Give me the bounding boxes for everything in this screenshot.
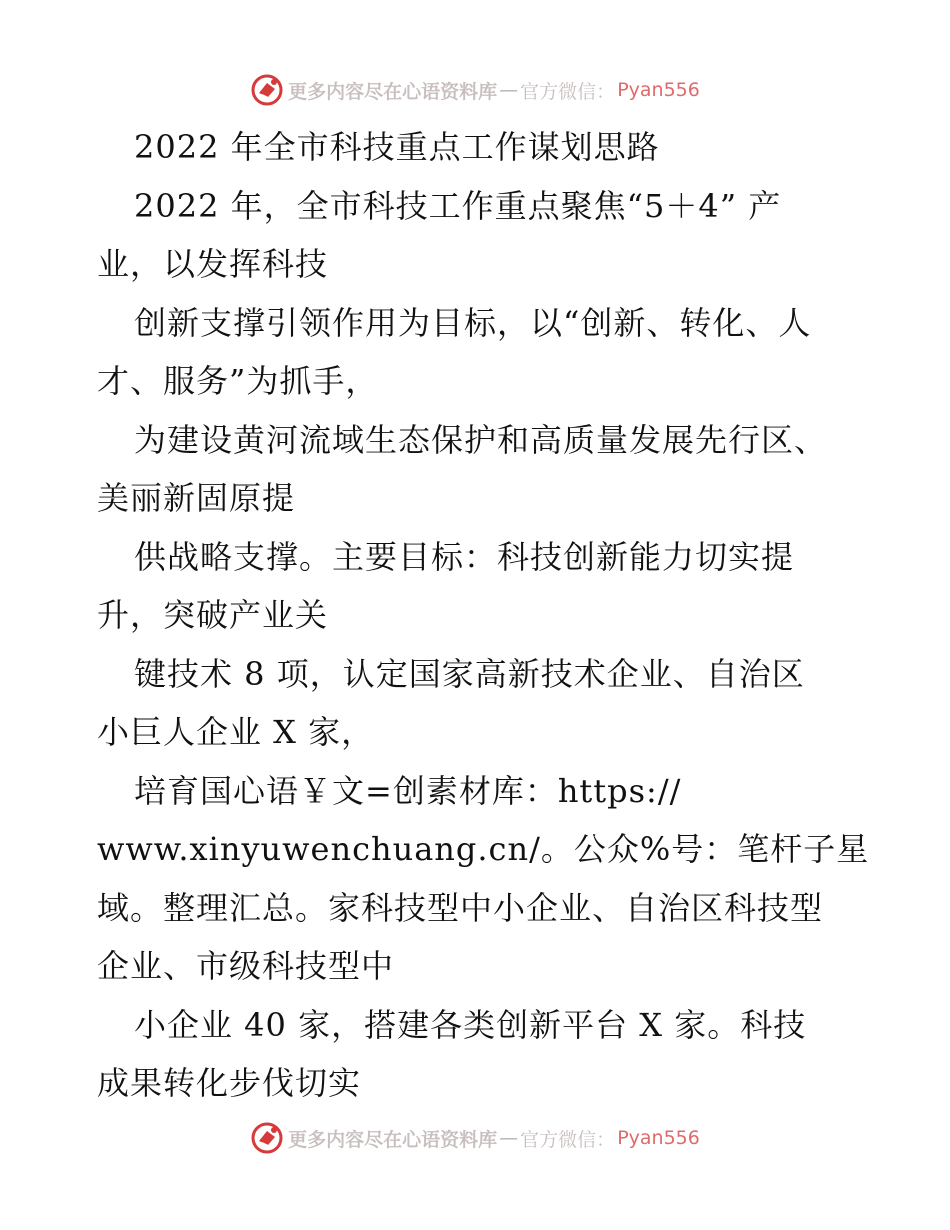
- text-line: 美丽新固原提: [97, 479, 296, 517]
- red-book-circle-logo-icon: [250, 73, 284, 107]
- text-line: 升，突破产业关: [97, 596, 329, 634]
- text-line: 小企业 40 家，搭建各类创新平台 X 家。科技: [134, 1005, 807, 1044]
- banner-main-text: 更多内容尽在心语资料库: [288, 80, 498, 103]
- text-line: 域。整理汇总。家科技型中小企业、自治区科技型: [97, 888, 824, 927]
- text-line: 供战略支撑。主要目标：科技创新能力切实提: [134, 537, 795, 576]
- document-body: [97, 118, 870, 1113]
- text-line: 业，以发挥科技: [97, 245, 329, 283]
- banner-wechat-id: Pyan556: [617, 1127, 700, 1149]
- red-book-circle-logo-icon: [250, 1121, 284, 1155]
- text-line: 培育国心语￥文=创素材库：https://: [134, 771, 682, 810]
- text-line: www.xinyuwenchuang.cn/。公众%号：笔杆子星: [97, 830, 870, 868]
- banner-main-text: 更多内容尽在心语资料库: [288, 1128, 498, 1151]
- footer-banner: [0, 1118, 950, 1158]
- header-banner: [0, 70, 950, 110]
- text-line: 为建设黄河流域生态保护和高质量发展先行区、: [134, 420, 828, 459]
- banner-wechat-id: Pyan556: [617, 79, 700, 101]
- text-line: 创新支撑引领作用为目标，以“创新、转化、人: [134, 303, 812, 342]
- text-line: 小巨人企业 X 家，: [97, 713, 375, 751]
- banner-separator: —: [499, 79, 519, 101]
- text-line: 2022 年全市科技重点工作谋划思路: [134, 128, 660, 166]
- text-line: 企业、市级科技型中: [97, 947, 395, 985]
- text-line: 2022 年，全市科技工作重点聚焦“5＋4” 产: [134, 186, 782, 225]
- text-line: 才、服务”为抓手，: [97, 362, 379, 400]
- banner-wechat-label: 官方微信：: [520, 1128, 616, 1151]
- banner-wechat-label: 官方微信：: [520, 80, 616, 103]
- text-line: 键技术 8 项，认定国家高新技术企业、自治区: [134, 654, 805, 693]
- banner-separator: —: [499, 1127, 519, 1149]
- text-line: 成果转化步伐切实: [97, 1064, 362, 1102]
